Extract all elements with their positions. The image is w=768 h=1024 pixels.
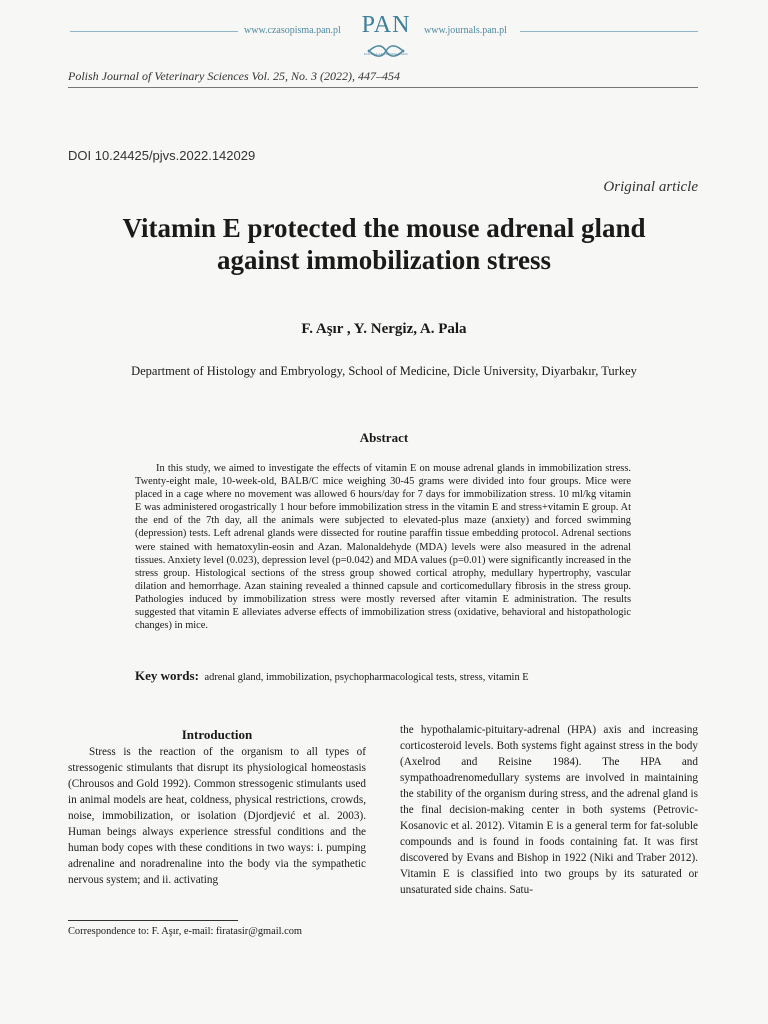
correspondence-footnote: Correspondence to: F. Aşır, e-mail: firatasir@gmail.com: [68, 926, 302, 937]
header-rule-left: [70, 31, 238, 32]
header-url-left[interactable]: www.czasopisma.pan.pl: [244, 25, 341, 36]
journal-citation: Polish Journal of Veterinary Sciences Vol. 25, No. 3 (2022), 447–454: [68, 69, 400, 83]
header-url-right[interactable]: www.journals.pan.pl: [424, 25, 507, 36]
journal-divider: [68, 87, 698, 88]
affiliation: Department of Histology and Embryology, School of Medicine, Dicle University, Diyarbakır, Turkey: [131, 364, 637, 378]
abstract-heading: Abstract: [359, 430, 409, 445]
article-type: Original article: [603, 179, 698, 195]
authors: F. Aşır , Y. Nergiz, A. Pala: [301, 321, 467, 337]
keywords-text: adrenal gland, immobilization, psychopharmacological tests, stress, vitamin E: [204, 672, 529, 683]
pan-logo-text: PAN: [361, 12, 411, 38]
introduction-right-column: the hypothalamic-pituitary-adrenal (HPA) axis and increasing corticosteroid levels. Both systems fight against stress in the body (Axelrod and Reisine 1984). The HPA and sympathoadrenomedullary systems are involved in maintaining the stability of the organism during stress, and the adrenal gland is the final decision-making center in both systems (Petrovic-Kosanovic et al. 2012). Vitamin E is a general term for fat-soluble compounds and is found in foods containing fat. It was first discovered by Evans and Bishop in 1922 (Niki and Traber 2012). Vitamin E is classified into two groups by its saturated or unsaturated side chains. Satu-: [400, 724, 698, 896]
introduction-heading: Introduction: [181, 727, 253, 742]
article-title-line-2: against immobilization stress: [216, 245, 551, 275]
keywords: [135, 668, 695, 684]
article-title-line-1: Vitamin E protected the mouse adrenal gland: [122, 213, 646, 243]
introduction-left-column: Stress is the reaction of the organism to all types of stressogenic stimulants that disrupt its physiological homeostasis (Chrousos and Gold 1992). Common stressogenic stimulants used in animal models are heat, coldness, physical restrictions, crowds, noise, immobilization, or isolation (Djordjević et al. 2003). Human beings always experience stressful conditions and the human body copes with these conditions in two ways: i. pumping adrenaline and noradrenaline into the body via the sympathetic nervous system; and ii. activating: [68, 746, 366, 886]
pan-logo-subtext: POLSKA AKADEMIA NAUK: [364, 52, 408, 56]
footnote-divider: [68, 920, 238, 921]
header-rule-right: [520, 31, 698, 32]
article-title: [40, 212, 728, 276]
keywords-label: Key words:: [135, 668, 199, 683]
abstract-body: In this study, we aimed to investigate the effects of vitamin E on mouse adrenal glands in immobilization stress. Twenty-eight male, 10-week-old, BALB/C mice weighing 30-45 grams were divided into four groups. Mice were placed in a cage where no movement was allowed 6 hours/day for 7 days for immobilization stress. 10 ml/kg vitamin E was administered orogastrically 1 hour before immobilization stress in the vitamin E and stress+vitamin E group. At the end of the 7th day, all the animals were subjected to elevated-plus maze (anxiety) and forced swimming (depression) tests. Left adrenal glands were dissected for routine paraffin tissue embedding protocol. Adrenal sections were stained with hematoxylin-eosin and Azan. Malonaldehyde (MDA) levels were also measured in the adrenal tissues. Anxiety level (0.023), depression level (p=0.042) and MDA values (p=0.01) were significantly increased in the stress group. Histological sections of the stress group showed cortical atrophy, medullary hypertrophy, vascular dilation and hemorrhage. Azan staining revealed a thinned capsule and corticomedullary fibrosis in the stress group. Pathologies induced by immobilization stress were mostly reversed after vitamin E administration. The results suggested that vitamin E alleviates adverse effects of immobilization stress (oxidative, behavioral and histopathologic changes) in mice.: [135, 463, 631, 632]
doi: DOI 10.24425/pjvs.2022.142029: [68, 148, 256, 163]
